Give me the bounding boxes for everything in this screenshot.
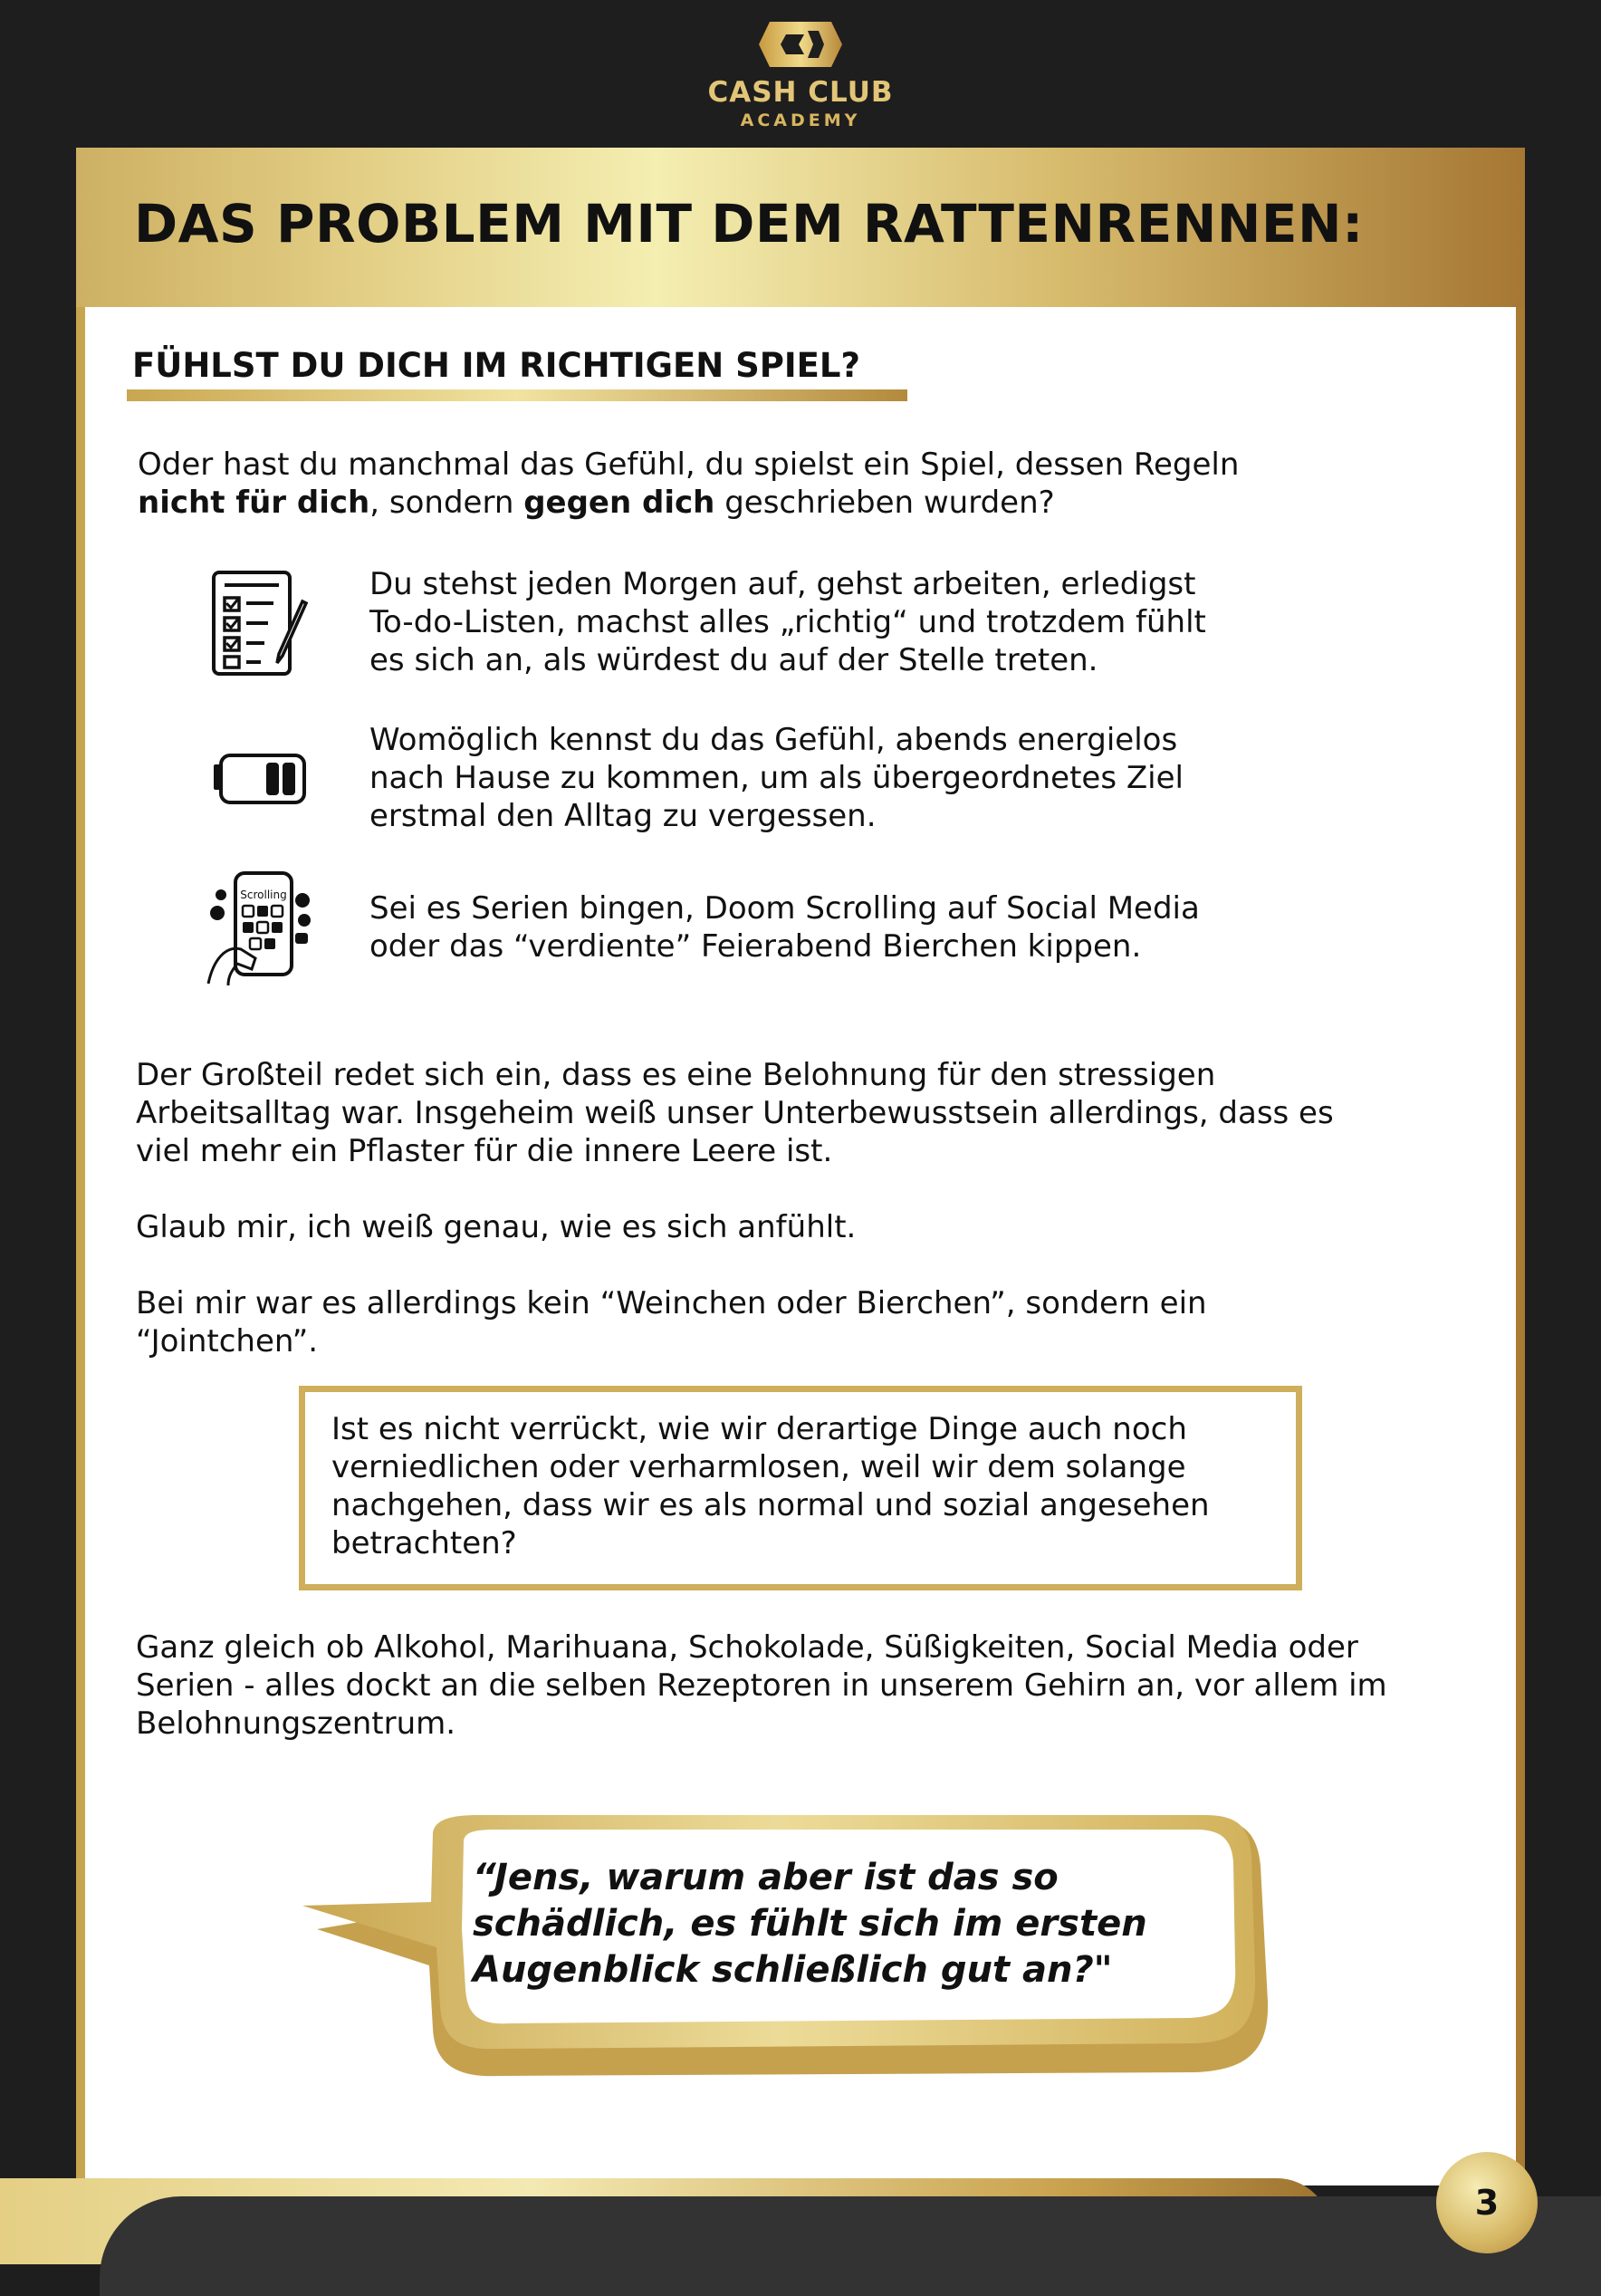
brand-subtitle: ACADEMY <box>740 110 861 130</box>
bubble-line-1: “Jens, warum aber ist das so <box>473 1857 1059 1898</box>
item-2-line-2: nach Hause zu kommen, um als übergeordnetes Ziel <box>369 760 1184 796</box>
p4-line-2: Serien - alles dockt an die selben Rezeptoren in unserem Gehirn an, vor allem im <box>136 1667 1387 1704</box>
footer-dark-band <box>100 2196 1601 2296</box>
cash-club-logo-icon <box>755 18 846 71</box>
item-3-line-1: Sei es Serien bingen, Doom Scrolling auf Social Media <box>369 890 1200 927</box>
header-logo <box>0 0 1601 149</box>
brand-name: CASH CLUB <box>707 76 894 109</box>
paragraph-jointchen <box>136 1284 1494 1360</box>
paragraph-believe-me: Glaub mir, ich weiß genau, wie es sich anfühlt. <box>136 1209 857 1245</box>
page-title: DAS PROBLEM MIT DEM RATTENRENNEN: <box>134 193 1364 255</box>
intro-text-2: , sondern <box>369 485 524 521</box>
item-text-1 <box>369 565 1456 679</box>
bubble-line-2: schädlich, es fühlt sich im ersten <box>473 1903 1147 1945</box>
paragraph-receptors <box>136 1628 1548 1743</box>
item-3-line-2: oder das “verdiente” Feierabend Bierchen kippen. <box>369 928 1142 965</box>
low-battery-icon <box>210 752 308 806</box>
p3-line-1: Bei mir war es allerdings kein “Weinchen oder Bierchen”, sondern ein <box>136 1285 1207 1321</box>
p1-line-3: viel mehr ein Pflaster für die innere Leere ist. <box>136 1133 833 1169</box>
intro-bold-1: nicht für dich <box>138 485 370 521</box>
callout-box <box>299 1386 1302 1590</box>
p4-line-3: Belohnungszentrum. <box>136 1705 456 1742</box>
item-2-line-1: Womöglich kennst du das Gefühl, abends energielos <box>369 722 1178 758</box>
intro-text-3: geschrieben wurden? <box>714 485 1055 521</box>
callout-line-2: verniedlichen oder verharmlosen, weil wir dem solange <box>331 1449 1186 1485</box>
item-text-2 <box>369 721 1456 835</box>
item-1-line-1: Du stehst jeden Morgen auf, gehst arbeiten, erledigst <box>369 566 1196 602</box>
callout-line-4: betrachten? <box>331 1525 517 1561</box>
callout-line-3: nachgehen, dass wir es als normal und sozial angesehen <box>331 1487 1210 1523</box>
speech-bubble-text <box>473 1855 1215 1993</box>
item-1-line-2: To-do-Listen, machst alles „richtig“ und trotzdem fühlt <box>369 604 1206 640</box>
p1-line-1: Der Großteil redet sich ein, dass es eine Belohnung für den stressigen <box>136 1057 1216 1093</box>
callout-line-1: Ist es nicht verrückt, wie wir derartige Dinge auch noch <box>331 1411 1187 1447</box>
intro-paragraph <box>138 446 1405 522</box>
intro-bold-2: gegen dich <box>523 485 715 521</box>
p1-line-2: Arbeitsalltag war. Insgeheim weiß unser Unterbewusstsein allerdings, dass es <box>136 1095 1334 1131</box>
item-1-line-3: es sich an, als würdest du auf der Stelle treten. <box>369 642 1098 678</box>
bubble-line-3: Augenblick schließlich gut an?" <box>473 1949 1113 1991</box>
page-number: 3 <box>1436 2152 1538 2253</box>
heading-underline <box>127 389 907 401</box>
p4-line-1: Ganz gleich ob Alkohol, Marihuana, Schokolade, Süßigkeiten, Social Media oder <box>136 1629 1358 1666</box>
callout-text <box>331 1410 1291 1562</box>
phone-scrolling-label: Scrolling <box>240 889 287 901</box>
title-band <box>76 148 1525 307</box>
intro-text-1: Oder hast du manchmal das Gefühl, du spielst ein Spiel, dessen Regeln <box>138 447 1240 483</box>
p3-line-2: “Jointchen”. <box>136 1323 318 1359</box>
phone-scrolling-icon <box>201 868 319 987</box>
checklist-icon <box>208 569 317 677</box>
paragraph-reward <box>136 1056 1494 1170</box>
section-heading: FÜHLST DU DICH IM RICHTIGEN SPIEL? <box>132 346 860 385</box>
item-2-line-3: erstmal den Alltag zu vergessen. <box>369 798 877 834</box>
item-text-3 <box>369 889 1456 965</box>
